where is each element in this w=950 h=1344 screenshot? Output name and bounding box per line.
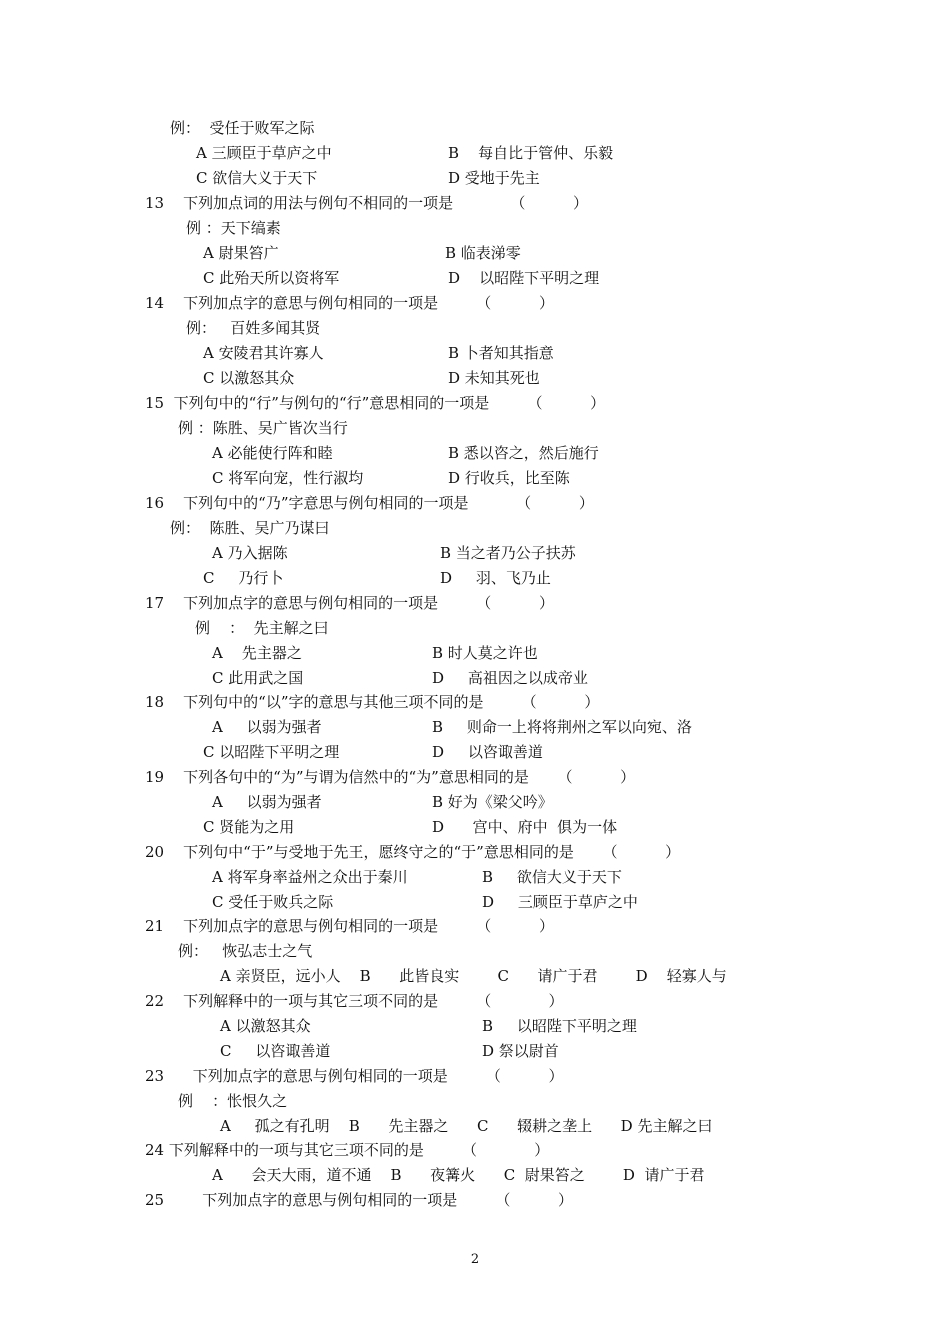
option-a: A 安陵君其许寡人 (203, 344, 324, 362)
option-b: B 时人莫之许也 (432, 644, 538, 662)
option-b: B 临表涕零 (445, 244, 521, 262)
option-b: B 欲信大义于天下 (482, 868, 622, 886)
option-d: D 以昭陛下平明之理 (448, 269, 600, 287)
options-line: A 亲贤臣，远小人 B 此皆良实 C 请广于君 D 轻寡人与 (220, 967, 727, 985)
option-b: B 悉以咨之，然后施行 (448, 444, 599, 462)
option-d: D 受地于先主 (448, 169, 540, 187)
option-a: A 将军身率益州之众出于秦川 (212, 868, 408, 886)
option-d: D 羽、飞乃止 (440, 569, 551, 587)
question-25: 25 下列加点字的意思与例句相同的一项是 （ ） (145, 1191, 574, 1209)
option-c: C 以咨诹善道 (220, 1042, 331, 1060)
question-22: 22 下列解释中的一项与其它三项不同的是 （ ） (145, 992, 564, 1010)
option-a: A 必能使行阵和睦 (212, 444, 333, 462)
option-b: B 好为《梁父吟》 (432, 793, 553, 811)
option-d: D 未知其死也 (448, 369, 540, 387)
question-19: 19 下列各句中的“为”与谓为信然中的“为”意思相同的是 （ ） (145, 768, 636, 786)
example-line: 例： 受任于败军之际 (170, 119, 315, 137)
option-c: C 此殆天所以资将军 (203, 269, 340, 287)
example-line: 例 ：天下缟素 (186, 219, 281, 237)
option-c: C 以激怒其众 (203, 369, 295, 387)
option-b: B 以昭陛下平明之理 (482, 1017, 637, 1035)
example-line: 例： 百姓多闻其贤 (186, 319, 321, 337)
question-17: 17 下列加点字的意思与例句相同的一项是 （ ） (145, 594, 554, 612)
option-b: B 当之者乃公子扶苏 (440, 544, 576, 562)
option-c: C 乃行卜 (203, 569, 284, 587)
option-a: A 尉果笞广 (203, 244, 279, 262)
option-b: B 卜者知其指意 (448, 344, 554, 362)
option-d: D 高祖因之以成帝业 (432, 669, 588, 687)
example-line: 例 ：陈胜、吴广皆次当行 (178, 419, 348, 437)
option-d: D 三顾臣于草庐之中 (482, 893, 638, 911)
question-20: 20 下列句中“于”与受地于先王，愿终守之的“于”意思相同的是 （ ） (145, 843, 681, 861)
option-a: A 乃入据陈 (212, 544, 288, 562)
option-c: C 此用武之国 (212, 669, 304, 687)
example-line: 例： 陈胜、吴广乃谋曰 (170, 519, 330, 537)
example-line: 例： 恢弘志士之气 (178, 942, 313, 960)
question-16: 16 下列句中的“乃”字意思与例句相同的一项是 （ ） (145, 494, 594, 512)
question-21: 21 下列加点字的意思与例句相同的一项是 （ ） (145, 917, 554, 935)
option-d: D 宫中、府中 俱为一体 (432, 818, 618, 836)
question-18: 18 下列句中的“以”字的意思与其他三项不同的是 （ ） (145, 693, 600, 711)
option-c: C 受任于败兵之际 (212, 893, 334, 911)
option-a: A 以弱为强者 (212, 793, 322, 811)
options-line: A 会天大雨，道不通 B 夜篝火 C 尉果笞之 D 请广于君 (212, 1166, 705, 1184)
option-a: A 三顾臣于草庐之中 (196, 144, 332, 162)
option-b: B 则命一上将将荆州之军以向宛、洛 (432, 718, 692, 736)
page-number: 2 (470, 1252, 480, 1267)
option-a: A 先主器之 (212, 644, 302, 662)
option-d: D 行收兵，比至陈 (448, 469, 570, 487)
example-line: 例 ： 先主解之曰 (195, 619, 329, 637)
example-line: 例 ：怅恨久之 (178, 1092, 288, 1110)
options-line: A 孤之有孔明 B 先主器之 C 辍耕之垄上 D 先主解之曰 (220, 1117, 713, 1135)
option-a: A 以激怒其众 (220, 1017, 311, 1035)
option-c: C 贤能为之用 (203, 818, 295, 836)
option-c: C 欲信大义于天下 (196, 169, 318, 187)
option-c: C 以昭陛下平明之理 (203, 743, 340, 761)
question-13: 13 下列加点词的用法与例句不相同的一项是 （ ） (145, 194, 589, 212)
option-c: C 将军向宠，性行淑均 (212, 469, 364, 487)
question-15: 15 下列句中的“行”与例句的“行”意思相同的一项是 （ ） (145, 394, 606, 412)
question-24: 24 下列解释中的一项与其它三项不同的是 （ ） (145, 1141, 550, 1159)
question-14: 14 下列加点字的意思与例句相同的一项是 （ ） (145, 294, 554, 312)
question-23: 23 下列加点字的意思与例句相同的一项是 （ ） (145, 1067, 564, 1085)
option-a: A 以弱为强者 (212, 718, 322, 736)
option-b: B 每自比于管仲、乐毅 (448, 144, 614, 162)
option-d: D 以咨诹善道 (432, 743, 543, 761)
option-d: D 祭以尉首 (482, 1042, 559, 1060)
